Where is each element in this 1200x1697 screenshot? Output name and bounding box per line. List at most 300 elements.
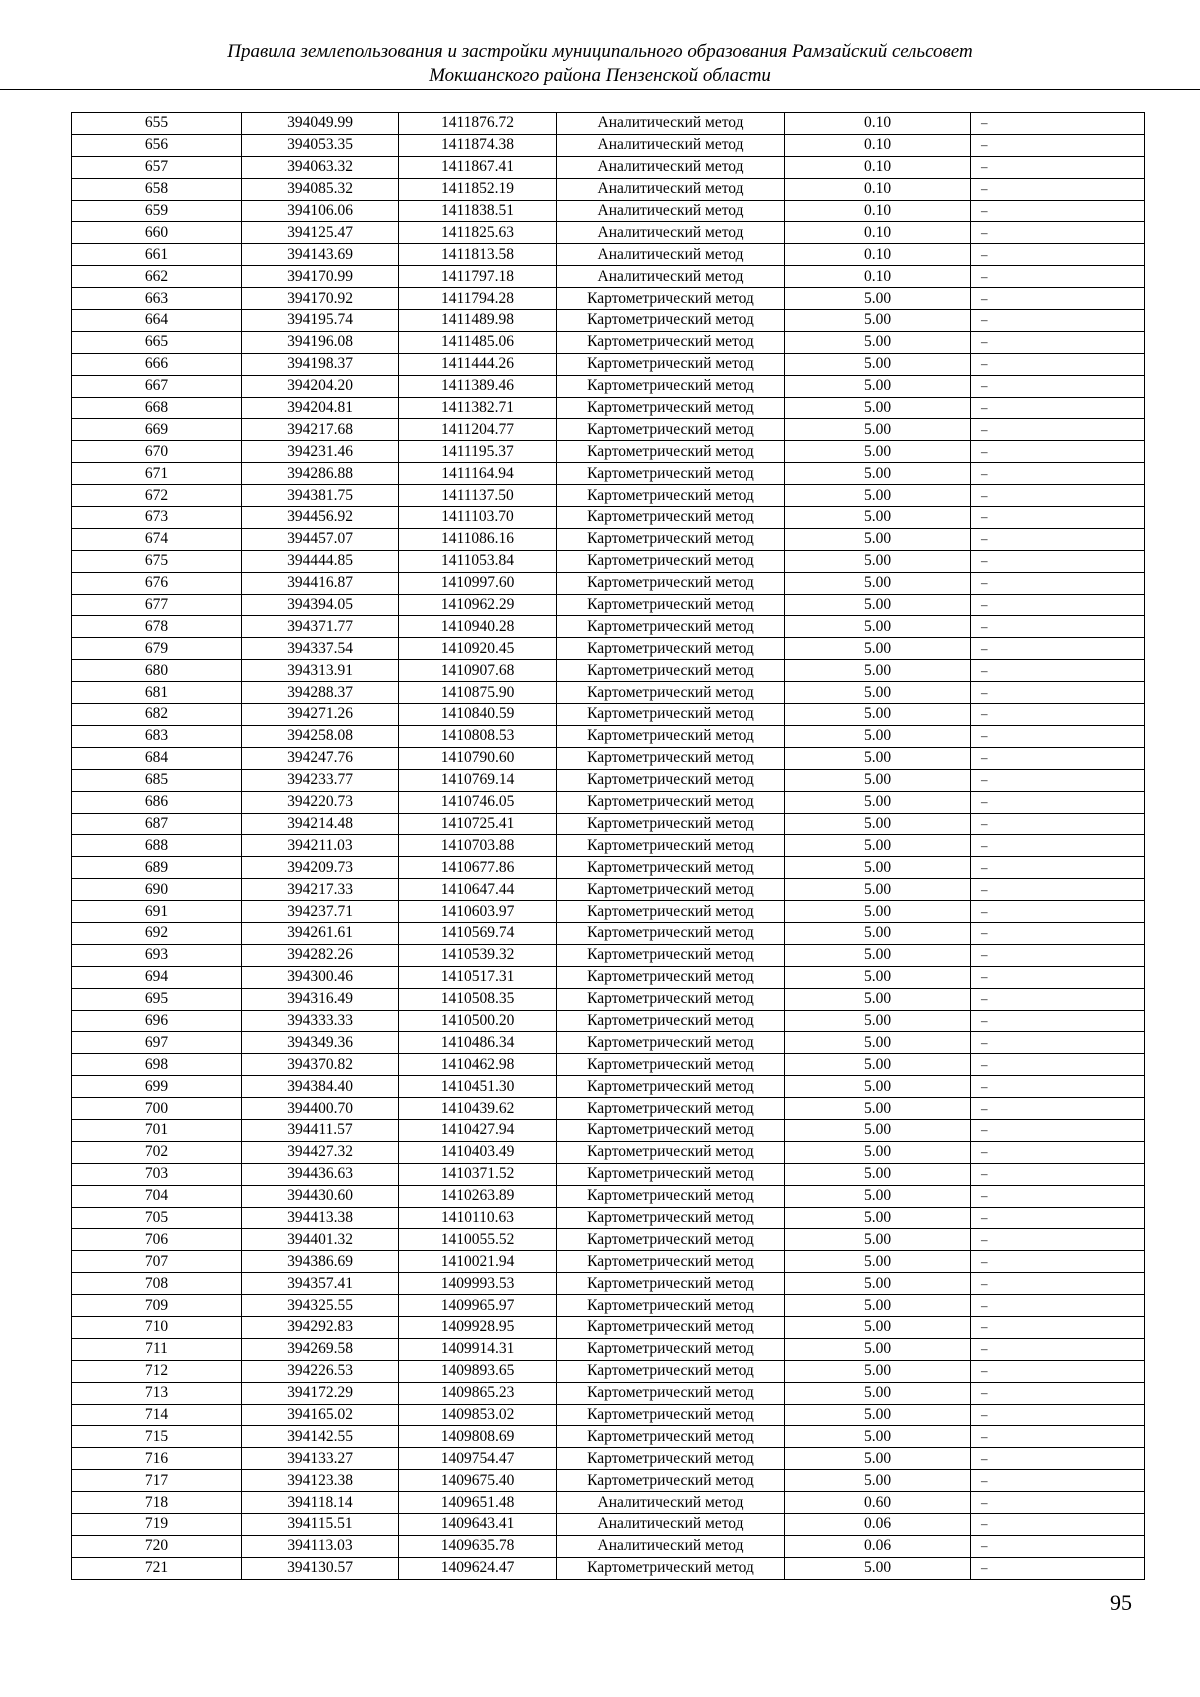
description-cell: – [971,966,1145,988]
method-cell: Аналитический метод [557,134,785,156]
description-cell: – [971,1382,1145,1404]
table-row [72,1273,1145,1295]
method-cell: Картометрический метод [557,966,785,988]
accuracy-cell: 5.00 [785,988,971,1010]
accuracy-cell: 5.00 [785,1185,971,1207]
table-row [72,660,1145,682]
x-coordinate-cell: 394214.48 [242,813,399,835]
table-row [72,1010,1145,1032]
accuracy-cell: 5.00 [785,1338,971,1360]
description-cell: – [971,331,1145,353]
y-coordinate-cell: 1410920.45 [399,638,557,660]
table-row [72,441,1145,463]
method-cell: Картометрический метод [557,988,785,1010]
x-coordinate-cell: 394349.36 [242,1032,399,1054]
table-row [72,1426,1145,1448]
accuracy-cell: 5.00 [785,966,971,988]
y-coordinate-cell: 1409993.53 [399,1273,557,1295]
y-coordinate-cell: 1411852.19 [399,178,557,200]
y-coordinate-cell: 1411876.72 [399,113,557,135]
x-coordinate-cell: 394430.60 [242,1185,399,1207]
description-cell: – [971,1141,1145,1163]
table-row [72,1207,1145,1229]
description-cell: – [971,1535,1145,1557]
accuracy-cell: 5.00 [785,616,971,638]
method-cell: Аналитический метод [557,113,785,135]
point-number-cell: 715 [72,1426,242,1448]
table-row [72,1141,1145,1163]
description-cell: – [971,397,1145,419]
point-number-cell: 692 [72,922,242,944]
method-cell: Картометрический метод [557,1054,785,1076]
description-cell: – [971,156,1145,178]
accuracy-cell: 5.00 [785,594,971,616]
method-cell: Картометрический метод [557,1207,785,1229]
x-coordinate-cell: 394427.32 [242,1141,399,1163]
point-number-cell: 657 [72,156,242,178]
page-number: 95 [1110,1590,1132,1615]
description-cell: – [971,1448,1145,1470]
description-cell: – [971,616,1145,638]
point-number-cell: 675 [72,550,242,572]
accuracy-cell: 0.06 [785,1514,971,1536]
x-coordinate-cell: 394226.53 [242,1360,399,1382]
accuracy-cell: 5.00 [785,507,971,529]
point-number-cell: 682 [72,704,242,726]
x-coordinate-cell: 394123.38 [242,1470,399,1492]
method-cell: Картометрический метод [557,638,785,660]
point-number-cell: 710 [72,1316,242,1338]
description-cell: – [971,1404,1145,1426]
point-number-cell: 677 [72,594,242,616]
y-coordinate-cell: 1410840.59 [399,704,557,726]
y-coordinate-cell: 1411137.50 [399,485,557,507]
method-cell: Картометрический метод [557,1316,785,1338]
accuracy-cell: 0.10 [785,200,971,222]
y-coordinate-cell: 1411797.18 [399,266,557,288]
y-coordinate-cell: 1411485.06 [399,331,557,353]
y-coordinate-cell: 1411444.26 [399,353,557,375]
table-row [72,857,1145,879]
method-cell: Картометрический метод [557,1273,785,1295]
x-coordinate-cell: 394142.55 [242,1426,399,1448]
description-cell: – [971,134,1145,156]
y-coordinate-cell: 1409651.48 [399,1492,557,1514]
point-number-cell: 670 [72,441,242,463]
table-row [72,901,1145,923]
accuracy-cell: 5.00 [785,463,971,485]
point-number-cell: 716 [72,1448,242,1470]
table-row [72,922,1145,944]
point-number-cell: 702 [72,1141,242,1163]
point-number-cell: 690 [72,879,242,901]
table-row [72,178,1145,200]
method-cell: Картометрический метод [557,616,785,638]
accuracy-cell: 5.00 [785,835,971,857]
description-cell: – [971,1098,1145,1120]
method-cell: Картометрический метод [557,1295,785,1317]
table-row [72,1448,1145,1470]
description-cell: – [971,594,1145,616]
y-coordinate-cell: 1410790.60 [399,747,557,769]
x-coordinate-cell: 394106.06 [242,200,399,222]
point-number-cell: 679 [72,638,242,660]
point-number-cell: 719 [72,1514,242,1536]
x-coordinate-cell: 394258.08 [242,725,399,747]
accuracy-cell: 5.00 [785,528,971,550]
table-row [72,682,1145,704]
y-coordinate-cell: 1410539.32 [399,944,557,966]
accuracy-cell: 5.00 [785,944,971,966]
y-coordinate-cell: 1411874.38 [399,134,557,156]
y-coordinate-cell: 1409643.41 [399,1514,557,1536]
description-cell: – [971,813,1145,835]
point-number-cell: 676 [72,572,242,594]
method-cell: Картометрический метод [557,922,785,944]
point-number-cell: 705 [72,1207,242,1229]
accuracy-cell: 5.00 [785,1557,971,1579]
y-coordinate-cell: 1411053.84 [399,550,557,572]
method-cell: Картометрический метод [557,1448,785,1470]
description-cell: – [971,1360,1145,1382]
description-cell: – [971,1251,1145,1273]
x-coordinate-cell: 394204.81 [242,397,399,419]
method-cell: Картометрический метод [557,1338,785,1360]
accuracy-cell: 0.10 [785,178,971,200]
accuracy-cell: 5.00 [785,419,971,441]
x-coordinate-cell: 394400.70 [242,1098,399,1120]
description-cell: – [971,1338,1145,1360]
method-cell: Аналитический метод [557,200,785,222]
point-number-cell: 688 [72,835,242,857]
x-coordinate-cell: 394401.32 [242,1229,399,1251]
description-cell: – [971,222,1145,244]
description-cell: – [971,1229,1145,1251]
x-coordinate-cell: 394288.37 [242,682,399,704]
accuracy-cell: 0.10 [785,222,971,244]
accuracy-cell: 5.00 [785,1273,971,1295]
y-coordinate-cell: 1410371.52 [399,1163,557,1185]
description-cell: – [971,178,1145,200]
description-cell: – [971,572,1145,594]
x-coordinate-cell: 394316.49 [242,988,399,1010]
table-row [72,1119,1145,1141]
x-coordinate-cell: 394333.33 [242,1010,399,1032]
header-divider [0,89,1200,90]
y-coordinate-cell: 1410703.88 [399,835,557,857]
x-coordinate-cell: 394220.73 [242,791,399,813]
y-coordinate-cell: 1411164.94 [399,463,557,485]
table-row [72,594,1145,616]
method-cell: Аналитический метод [557,266,785,288]
point-number-cell: 671 [72,463,242,485]
table-row [72,769,1145,791]
accuracy-cell: 5.00 [785,1470,971,1492]
method-cell: Картометрический метод [557,1229,785,1251]
accuracy-cell: 5.00 [785,704,971,726]
x-coordinate-cell: 394143.69 [242,244,399,266]
accuracy-cell: 5.00 [785,879,971,901]
method-cell: Картометрический метод [557,725,785,747]
method-cell: Картометрический метод [557,1098,785,1120]
description-cell: – [971,244,1145,266]
table-row [72,550,1145,572]
description-cell: – [971,988,1145,1010]
accuracy-cell: 5.00 [785,397,971,419]
accuracy-cell: 5.00 [785,638,971,660]
accuracy-cell: 5.00 [785,1360,971,1382]
y-coordinate-cell: 1411825.63 [399,222,557,244]
table-row [72,1492,1145,1514]
accuracy-cell: 5.00 [785,813,971,835]
table-row [72,1404,1145,1426]
table-row [72,528,1145,550]
method-cell: Картометрический метод [557,1426,785,1448]
method-cell: Картометрический метод [557,441,785,463]
point-number-cell: 678 [72,616,242,638]
x-coordinate-cell: 394261.61 [242,922,399,944]
point-number-cell: 697 [72,1032,242,1054]
method-cell: Картометрический метод [557,791,785,813]
x-coordinate-cell: 394286.88 [242,463,399,485]
accuracy-cell: 5.00 [785,441,971,463]
point-number-cell: 713 [72,1382,242,1404]
y-coordinate-cell: 1410508.35 [399,988,557,1010]
description-cell: – [971,704,1145,726]
x-coordinate-cell: 394085.32 [242,178,399,200]
table-row [72,113,1145,135]
accuracy-cell: 5.00 [785,1295,971,1317]
accuracy-cell: 5.00 [785,682,971,704]
x-coordinate-cell: 394416.87 [242,572,399,594]
description-cell: – [971,441,1145,463]
method-cell: Картометрический метод [557,1076,785,1098]
y-coordinate-cell: 1410500.20 [399,1010,557,1032]
table-row [72,638,1145,660]
accuracy-cell: 5.00 [785,550,971,572]
method-cell: Картометрический метод [557,857,785,879]
description-cell: – [971,353,1145,375]
point-number-cell: 687 [72,813,242,835]
x-coordinate-cell: 394456.92 [242,507,399,529]
table-row [72,1163,1145,1185]
description-cell: – [971,1492,1145,1514]
description-cell: – [971,528,1145,550]
description-cell: – [971,1470,1145,1492]
method-cell: Картометрический метод [557,813,785,835]
point-number-cell: 720 [72,1535,242,1557]
method-cell: Картометрический метод [557,1404,785,1426]
point-number-cell: 714 [72,1404,242,1426]
x-coordinate-cell: 394411.57 [242,1119,399,1141]
y-coordinate-cell: 1410055.52 [399,1229,557,1251]
table-row [72,507,1145,529]
method-cell: Картометрический метод [557,528,785,550]
x-coordinate-cell: 394165.02 [242,1404,399,1426]
accuracy-cell: 5.00 [785,857,971,879]
description-cell: – [971,1316,1145,1338]
x-coordinate-cell: 394357.41 [242,1273,399,1295]
y-coordinate-cell: 1411204.77 [399,419,557,441]
x-coordinate-cell: 394170.99 [242,266,399,288]
accuracy-cell: 5.00 [785,1098,971,1120]
y-coordinate-cell: 1409853.02 [399,1404,557,1426]
point-number-cell: 703 [72,1163,242,1185]
description-cell: – [971,200,1145,222]
x-coordinate-cell: 394217.68 [242,419,399,441]
point-number-cell: 717 [72,1470,242,1492]
y-coordinate-cell: 1410569.74 [399,922,557,944]
accuracy-cell: 5.00 [785,1141,971,1163]
point-number-cell: 708 [72,1273,242,1295]
method-cell: Аналитический метод [557,1492,785,1514]
x-coordinate-cell: 394133.27 [242,1448,399,1470]
x-coordinate-cell: 394237.71 [242,901,399,923]
accuracy-cell: 5.00 [785,725,971,747]
y-coordinate-cell: 1410486.34 [399,1032,557,1054]
accuracy-cell: 5.00 [785,1032,971,1054]
table-row [72,944,1145,966]
description-cell: – [971,1514,1145,1536]
accuracy-cell: 5.00 [785,1316,971,1338]
table-row [72,1054,1145,1076]
method-cell: Картометрический метод [557,1141,785,1163]
description-cell: – [971,769,1145,791]
description-cell: – [971,1295,1145,1317]
method-cell: Картометрический метод [557,944,785,966]
description-cell: – [971,1163,1145,1185]
x-coordinate-cell: 394231.46 [242,441,399,463]
y-coordinate-cell: 1410403.49 [399,1141,557,1163]
x-coordinate-cell: 394195.74 [242,310,399,332]
point-number-cell: 667 [72,375,242,397]
x-coordinate-cell: 394444.85 [242,550,399,572]
method-cell: Картометрический метод [557,594,785,616]
accuracy-cell: 5.00 [785,310,971,332]
accuracy-cell: 0.10 [785,266,971,288]
y-coordinate-cell: 1409808.69 [399,1426,557,1448]
x-coordinate-cell: 394130.57 [242,1557,399,1579]
y-coordinate-cell: 1409965.97 [399,1295,557,1317]
method-cell: Картометрический метод [557,660,785,682]
accuracy-cell: 5.00 [785,1448,971,1470]
accuracy-cell: 0.10 [785,156,971,178]
method-cell: Картометрический метод [557,331,785,353]
accuracy-cell: 5.00 [785,375,971,397]
method-cell: Картометрический метод [557,397,785,419]
point-number-cell: 664 [72,310,242,332]
point-number-cell: 699 [72,1076,242,1098]
method-cell: Картометрический метод [557,1251,785,1273]
accuracy-cell: 0.10 [785,244,971,266]
x-coordinate-cell: 394413.38 [242,1207,399,1229]
table-row [72,879,1145,901]
accuracy-cell: 5.00 [785,1207,971,1229]
y-coordinate-cell: 1411867.41 [399,156,557,178]
method-cell: Картометрический метод [557,375,785,397]
header-line-2: Мокшанского района Пензенской области [429,65,771,86]
accuracy-cell: 5.00 [785,331,971,353]
description-cell: – [971,682,1145,704]
y-coordinate-cell: 1411813.58 [399,244,557,266]
accuracy-cell: 5.00 [785,572,971,594]
x-coordinate-cell: 394325.55 [242,1295,399,1317]
method-cell: Аналитический метод [557,178,785,200]
accuracy-cell: 0.10 [785,134,971,156]
table-row [72,988,1145,1010]
point-number-cell: 666 [72,353,242,375]
x-coordinate-cell: 394370.82 [242,1054,399,1076]
accuracy-cell: 5.00 [785,288,971,310]
x-coordinate-cell: 394170.92 [242,288,399,310]
y-coordinate-cell: 1409635.78 [399,1535,557,1557]
description-cell: – [971,550,1145,572]
accuracy-cell: 5.00 [785,1229,971,1251]
description-cell: – [971,485,1145,507]
table-row [72,266,1145,288]
accuracy-cell: 5.00 [785,747,971,769]
y-coordinate-cell: 1410725.41 [399,813,557,835]
point-number-cell: 691 [72,901,242,923]
y-coordinate-cell: 1409624.47 [399,1557,557,1579]
point-number-cell: 662 [72,266,242,288]
x-coordinate-cell: 394371.77 [242,616,399,638]
x-coordinate-cell: 394113.03 [242,1535,399,1557]
description-cell: – [971,1273,1145,1295]
accuracy-cell: 5.00 [785,660,971,682]
y-coordinate-cell: 1409865.23 [399,1382,557,1404]
table-row [72,353,1145,375]
table-row [72,704,1145,726]
table-row [72,1514,1145,1536]
y-coordinate-cell: 1411195.37 [399,441,557,463]
method-cell: Картометрический метод [557,1119,785,1141]
description-cell: – [971,310,1145,332]
table-row [72,1185,1145,1207]
method-cell: Картометрический метод [557,310,785,332]
x-coordinate-cell: 394436.63 [242,1163,399,1185]
point-number-cell: 689 [72,857,242,879]
document-header [0,40,1200,88]
x-coordinate-cell: 394196.08 [242,331,399,353]
point-number-cell: 660 [72,222,242,244]
y-coordinate-cell: 1411838.51 [399,200,557,222]
x-coordinate-cell: 394063.32 [242,156,399,178]
table-row [72,1535,1145,1557]
x-coordinate-cell: 394386.69 [242,1251,399,1273]
method-cell: Аналитический метод [557,222,785,244]
y-coordinate-cell: 1410517.31 [399,966,557,988]
description-cell: – [971,747,1145,769]
accuracy-cell: 5.00 [785,922,971,944]
x-coordinate-cell: 394282.26 [242,944,399,966]
point-number-cell: 709 [72,1295,242,1317]
x-coordinate-cell: 394125.47 [242,222,399,244]
accuracy-cell: 5.00 [785,1010,971,1032]
x-coordinate-cell: 394233.77 [242,769,399,791]
y-coordinate-cell: 1410907.68 [399,660,557,682]
accuracy-cell: 5.00 [785,353,971,375]
table-row [72,1229,1145,1251]
description-cell: – [971,835,1145,857]
description-cell: – [971,113,1145,135]
accuracy-cell: 5.00 [785,901,971,923]
accuracy-cell: 5.00 [785,1404,971,1426]
table-row [72,375,1145,397]
method-cell: Картометрический метод [557,419,785,441]
method-cell: Картометрический метод [557,747,785,769]
description-cell: – [971,1076,1145,1098]
